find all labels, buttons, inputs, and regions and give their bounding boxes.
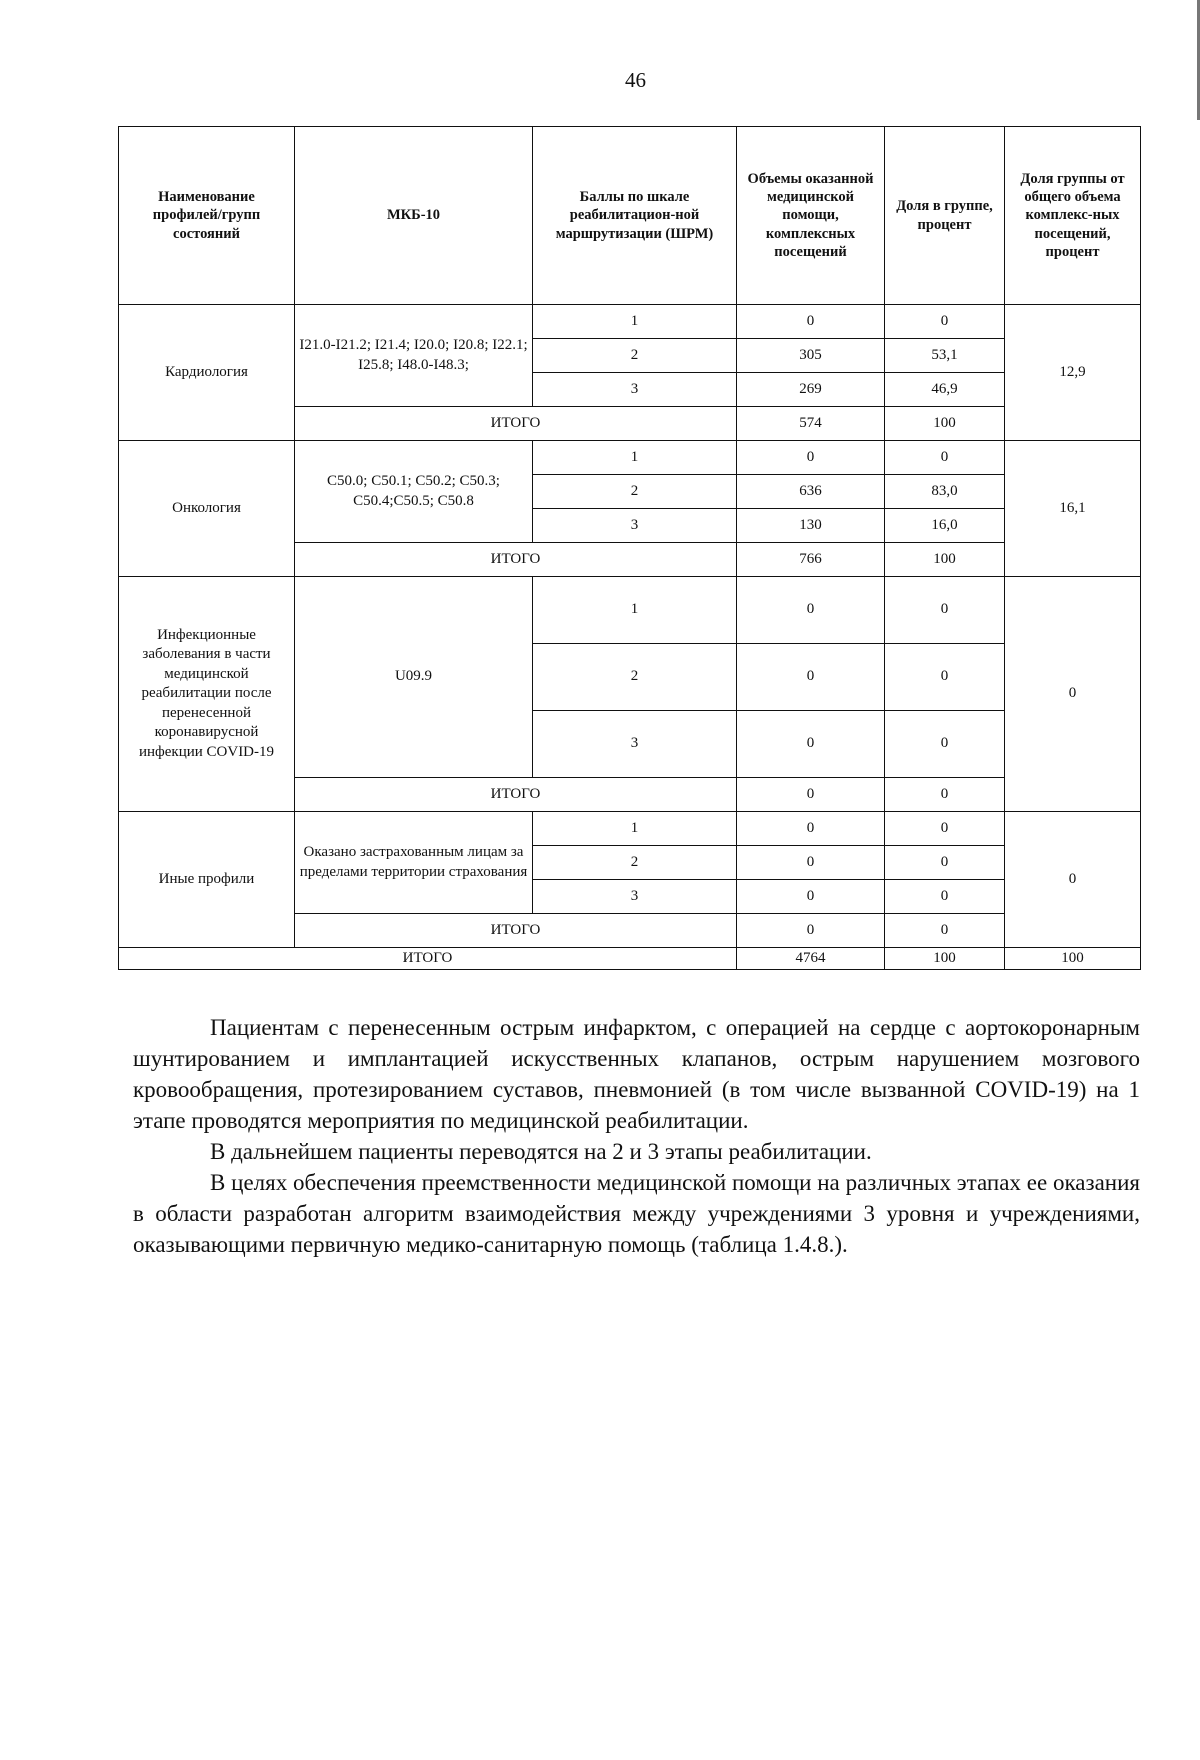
group-share-cell: 12,9 xyxy=(1005,305,1141,441)
subtotal-label: ИТОГО xyxy=(295,543,737,577)
share-cell: 46,9 xyxy=(885,373,1005,407)
group-share-cell: 16,1 xyxy=(1005,441,1141,577)
share-cell: 0 xyxy=(885,846,1005,880)
subtotal-label: ИТОГО xyxy=(295,914,737,948)
group-share-cell: 0 xyxy=(1005,577,1141,812)
share-cell: 0 xyxy=(885,711,1005,778)
header-icd: МКБ-10 xyxy=(295,127,533,305)
group-icd: C50.0; C50.1; C50.2; C50.3; C50.4;C50.5; C50.8 xyxy=(295,441,533,543)
share-cell: 0 xyxy=(885,305,1005,339)
score-cell: 1 xyxy=(533,305,737,339)
volume-cell: 636 xyxy=(737,475,885,509)
body-text xyxy=(133,1012,1140,1260)
volume-cell: 305 xyxy=(737,339,885,373)
subtotal-volume: 0 xyxy=(737,778,885,812)
score-cell: 2 xyxy=(533,475,737,509)
group-name: Кардиология xyxy=(119,305,295,441)
paragraph: В целях обеспечения преемственности медицинской помощи на различных этапах ее оказания в области разработан алгоритм взаимодействия между учреждениями 3 уровня и учреждениями, оказывающими первичную медико-санитарную помощь (таблица 1.4.8.). xyxy=(133,1170,1140,1257)
volume-cell: 269 xyxy=(737,373,885,407)
subtotal-label: ИТОГО xyxy=(295,778,737,812)
group-icd: Оказано застрахованным лицам за пределами территории страхования xyxy=(295,812,533,914)
score-cell: 2 xyxy=(533,339,737,373)
grand-total-volume: 4764 xyxy=(737,948,885,970)
paragraph: Пациентам с перенесенным острым инфарктом, с операцией на сердце с аортокоронарным шунтированием и имплантацией искусственных клапанов, острым нарушением мозгового кровообращения, протезированием суставов, пневмонией (в том числе вызванной COVID-19) на 1 этапе проводятся мероприятия по медицинской реабилитации. xyxy=(133,1015,1140,1133)
table-header-row xyxy=(119,127,1141,305)
grand-total-row xyxy=(119,948,1141,970)
table-row xyxy=(119,812,1141,846)
volume-cell: 0 xyxy=(737,880,885,914)
volume-cell: 0 xyxy=(737,305,885,339)
score-cell: 1 xyxy=(533,812,737,846)
page-number: 46 xyxy=(625,68,646,92)
group-icd: I21.0-I21.2; I21.4; I20.0; I20.8; I22.1; I25.8; I48.0-I48.3; xyxy=(295,305,533,407)
score-cell: 1 xyxy=(533,577,737,644)
share-cell: 0 xyxy=(885,812,1005,846)
score-cell: 3 xyxy=(533,509,737,543)
score-cell: 2 xyxy=(533,846,737,880)
score-cell: 3 xyxy=(533,373,737,407)
rehab-volume-table xyxy=(118,126,1141,970)
score-cell: 3 xyxy=(533,880,737,914)
volume-cell: 0 xyxy=(737,644,885,711)
group-name: Онкология xyxy=(119,441,295,577)
group-share-cell: 0 xyxy=(1005,812,1141,948)
table-row xyxy=(119,305,1141,339)
header-volume: Объемы оказанной медицинской помощи, комплексных посещений xyxy=(737,127,885,305)
volume-cell: 130 xyxy=(737,509,885,543)
subtotal-volume: 0 xyxy=(737,914,885,948)
volume-cell: 0 xyxy=(737,812,885,846)
header-share: Доля в группе, процент xyxy=(885,127,1005,305)
score-cell: 1 xyxy=(533,441,737,475)
subtotal-volume: 766 xyxy=(737,543,885,577)
share-cell: 0 xyxy=(885,880,1005,914)
header-score: Баллы по шкале реабилитацион-ной маршрутизации (ШРМ) xyxy=(533,127,737,305)
subtotal-volume: 574 xyxy=(737,407,885,441)
share-cell: 0 xyxy=(885,441,1005,475)
subtotal-share: 100 xyxy=(885,543,1005,577)
subtotal-share: 100 xyxy=(885,407,1005,441)
share-cell: 53,1 xyxy=(885,339,1005,373)
share-cell: 83,0 xyxy=(885,475,1005,509)
share-cell: 0 xyxy=(885,644,1005,711)
group-name: Иные профили xyxy=(119,812,295,948)
group-icd: U09.9 xyxy=(295,577,533,778)
volume-cell: 0 xyxy=(737,577,885,644)
volume-cell: 0 xyxy=(737,441,885,475)
score-cell: 3 xyxy=(533,711,737,778)
volume-cell: 0 xyxy=(737,846,885,880)
table-row xyxy=(119,577,1141,644)
subtotal-label: ИТОГО xyxy=(295,407,737,441)
grand-total-group-share: 100 xyxy=(1005,948,1141,970)
group-name: Инфекционные заболевания в части медицинской реабилитации после перенесенной коронавирусной инфекции COVID-19 xyxy=(119,577,295,812)
header-group-share: Доля группы от общего объема комплекс-ных посещений, процент xyxy=(1005,127,1141,305)
table-row xyxy=(119,441,1141,475)
volume-cell: 0 xyxy=(737,711,885,778)
subtotal-share: 0 xyxy=(885,778,1005,812)
grand-total-share: 100 xyxy=(885,948,1005,970)
share-cell: 16,0 xyxy=(885,509,1005,543)
score-cell: 2 xyxy=(533,644,737,711)
grand-total-label: ИТОГО xyxy=(119,948,737,970)
subtotal-share: 0 xyxy=(885,914,1005,948)
header-profile: Наименование профилей/групп состояний xyxy=(119,127,295,305)
share-cell: 0 xyxy=(885,577,1005,644)
paragraph: В дальнейшем пациенты переводятся на 2 и 3 этапы реабилитации. xyxy=(210,1139,872,1164)
